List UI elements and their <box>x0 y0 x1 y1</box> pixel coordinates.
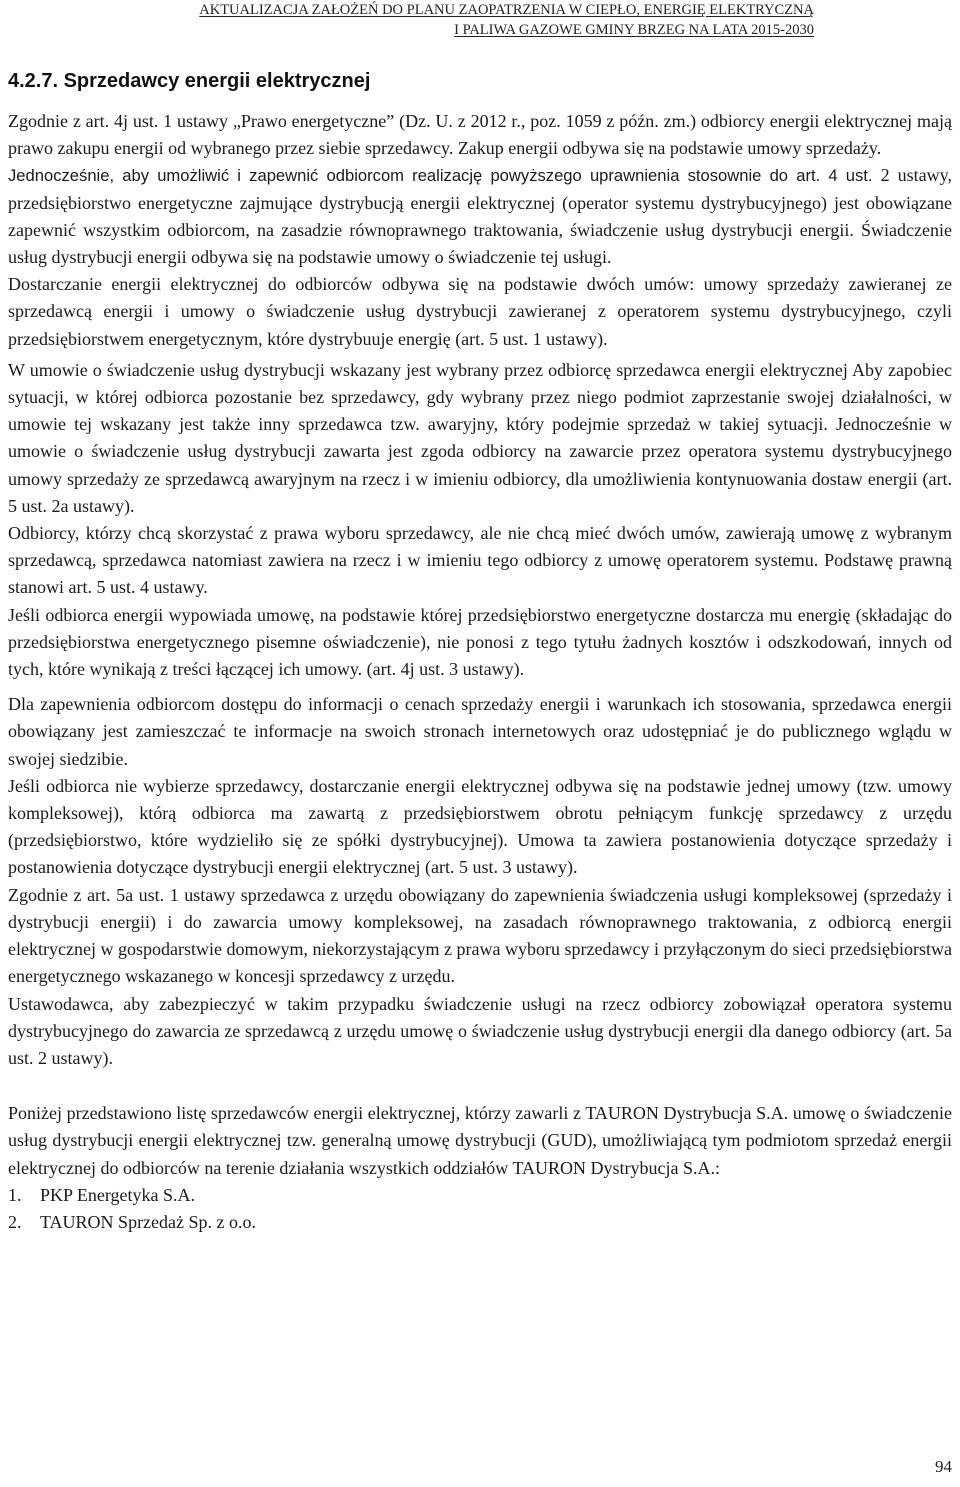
running-header <box>94 0 814 40</box>
page-number: 94 <box>935 1457 952 1476</box>
list-item-number: 1. <box>8 1184 22 1205</box>
list-item-name: TAURON Sprzedaż Sp. z o.o. <box>40 1211 257 1232</box>
running-header-line-1: AKTUALIZACJA ZAŁOŻEŃ DO PLANU ZAOPATRZENIA W CIEPŁO, ENERGIĘ ELEKTRYCZNĄ <box>199 2 814 18</box>
paragraph-default-seller: Zgodnie z art. 5a ust. 1 ustawy sprzedawca z urzędu obowiązany do zapewnienia świadczenia usługi kompleksowej (sprzedaży i dystrybucji energii) i do zawarcia umowy kompleksowej, na zasadach równoprawnego traktowania, z odbiorcą energii elektrycznej w gospodarstwie domowym, niekorzystającym z prawa wyboru sprzedawcy i przyłączonym do sieci przedsiębiorstwa energetycznego wskazanego w koncesji sprzedawcy z urzędu. <box>8 884 952 987</box>
document-body <box>8 68 952 1236</box>
list-item-name: PKP Energetyka S.A. <box>40 1184 195 1205</box>
seller-list <box>8 1182 952 1236</box>
paragraph-comprehensive-contract: Jeśli odbiorca nie wybierze sprzedawcy, dostarczanie energii elektrycznej odbywa się na podstawie jednej umowy (tzw. umowy kompleksowej), którą odbiorca ma zawartą z przedsiębiorstwem obrotu pełniącym funkcję sprzedawcy z urzędu (przedsiębiorstwo, które wydzieliło się ze spółki dystrybucyjnej). Umowa ta zawiera postanowienia dotyczące sprzedaży i postanowienia dotyczące dystrybucji energii elektrycznej (art. 5 ust. 3 ustawy). <box>8 775 952 878</box>
list-item <box>8 1182 952 1209</box>
paragraph-seller-list-intro: Poniżej przedstawiono listę sprzedawców energii elektrycznej, którzy zawarli z TAURON Dystrybucja S.A. umowę o świadczenie usług dystrybucji energii elektrycznej tzw. generalną umowę dystrybucji (GUD), umożliwiającą tym podmiotom sprzedaż energii elektrycznej do odbiorców na terenie działania wszystkich oddziałów TAURON Dystrybucja S.A.: <box>8 1103 952 1178</box>
paragraph-single-contract: Odbiorcy, którzy chcą skorzystać z prawa wyboru sprzedawcy, ale nie chcą mieć dwóch umów, zawierają umowę z wybranym sprzedawcą, sprzedawca natomiast zawiera na rzecz i w imieniu tego odbiorcy z umowę operatorem systemu. Podstawę prawną stanowi art. 5 ust. 4 ustawy. <box>8 523 952 598</box>
paragraph-price-information: Dla zapewnienia odbiorcom dostępu do informacji o cenach sprzedaży energii i warunkach ich stosowania, sprzedawca energii obowiązany jest zamieszczać te informacje na swoich stronach internetowych oraz udostępniać je do publicznego wglądu w swojej siedzibie. <box>8 694 952 769</box>
section-title: 4.2.7. Sprzedawcy energii elektrycznej <box>8 70 371 92</box>
paragraph-two-contracts: Dostarczanie energii elektrycznej do odbiorców odbywa się na podstawie dwóch umów: umowy sprzedaży zawieranej ze sprzedawcą energii i umowy o świadczenie usług dystrybucji zawieranej z operatorem systemu dystrybucyjnego, czyli przedsiębiorstwem energetycznym, które dystrybuuje energię (art. 5 ust. 1 ustawy). <box>8 274 952 349</box>
paragraph-distribution-obligation-part-1: Jednocześnie, aby umożliwić i zapewnić odbiorcom realizację powyższego uprawnienia stosownie do art. 4 ust. <box>8 166 873 186</box>
paragraph-termination: Jeśli odbiorca energii wypowiada umowę, na podstawie której przedsiębiorstwo energetyczne dostarcza mu energię (składając do przedsiębiorstwa energetycznego pisemne oświadczenie), nie ponosi z tego tytułu żadnych kosztów i odszkodowań, innych od tych, które wynikają z treści łączącej ich umowy. (art. 4j ust. 3 ustawy). <box>8 604 952 680</box>
paragraph-right-to-choose: Zgodnie z art. 4j ust. 1 ustawy „Prawo energetyczne” (Dz. U. z 2012 r., poz. 1059 z późn. zm.) odbiorcy energii elektrycznej mają prawo zakupu energii od wybranego przez siebie sprzedawcy. Zakup energii odbywa się na podstawie umowy sprzedaży. <box>8 111 952 159</box>
paragraph-distribution-obligation-part-2: 2 ustawy, przedsiębiorstwo energetyczne zajmujące dystrybucją energii elektrycznej (operator systemu dystrybucyjnego) jest obowiązane zapewnić wszystkim odbiorcom, na zasadzie równoprawnego traktowania, świadczenie usług dystrybucji energii. Świadczenie usług dystrybucji energii odbywa się na podstawie umowy o świadczenie tej usługi. <box>8 165 952 268</box>
paragraph-distribution-obligation <box>8 162 952 271</box>
paragraph-legislator: Ustawodawca, aby zabezpieczyć w takim przypadku świadczenie usługi na rzecz odbiorcy zobowiązał operatora systemu dystrybucyjnego do zawarcia ze sprzedawcą z urzędu umowę o świadczenie usług dystrybucji energii dla danego odbiorcy (art. 5a ust. 2 ustawy). <box>8 993 952 1068</box>
running-header-line-2: I PALIWA GAZOWE GMINY BRZEG NA LATA 2015-2030 <box>454 22 814 38</box>
list-item-number: 2. <box>8 1211 22 1232</box>
list-item <box>8 1209 952 1236</box>
paragraph-backup-seller: W umowie o świadczenie usług dystrybucji wskazany jest wybrany przez odbiorcę sprzedawca energii elektrycznej Aby zapobiec sytuacji, w której odbiorca pozostanie bez sprzedawcy, gdy wybrany przez niego podmiot zaprzestanie swojej działalności, w umowie tej wskazany jest także inny sprzedawca tzw. awaryjny, który podejmie sprzedaż w takiej sytuacji. Jednocześnie w umowie o świadczenie usług dystrybucji zawarta jest zgoda odbiorcy na zawarcie przez operatora systemu dystrybucyjnego umowy sprzedaży ze sprzedawcą awaryjnym na rzecz i w imieniu odbiorcy, dla umożliwienia kontynuowania dostaw energii (art. 5 ust. 2a ustawy). <box>8 359 952 516</box>
